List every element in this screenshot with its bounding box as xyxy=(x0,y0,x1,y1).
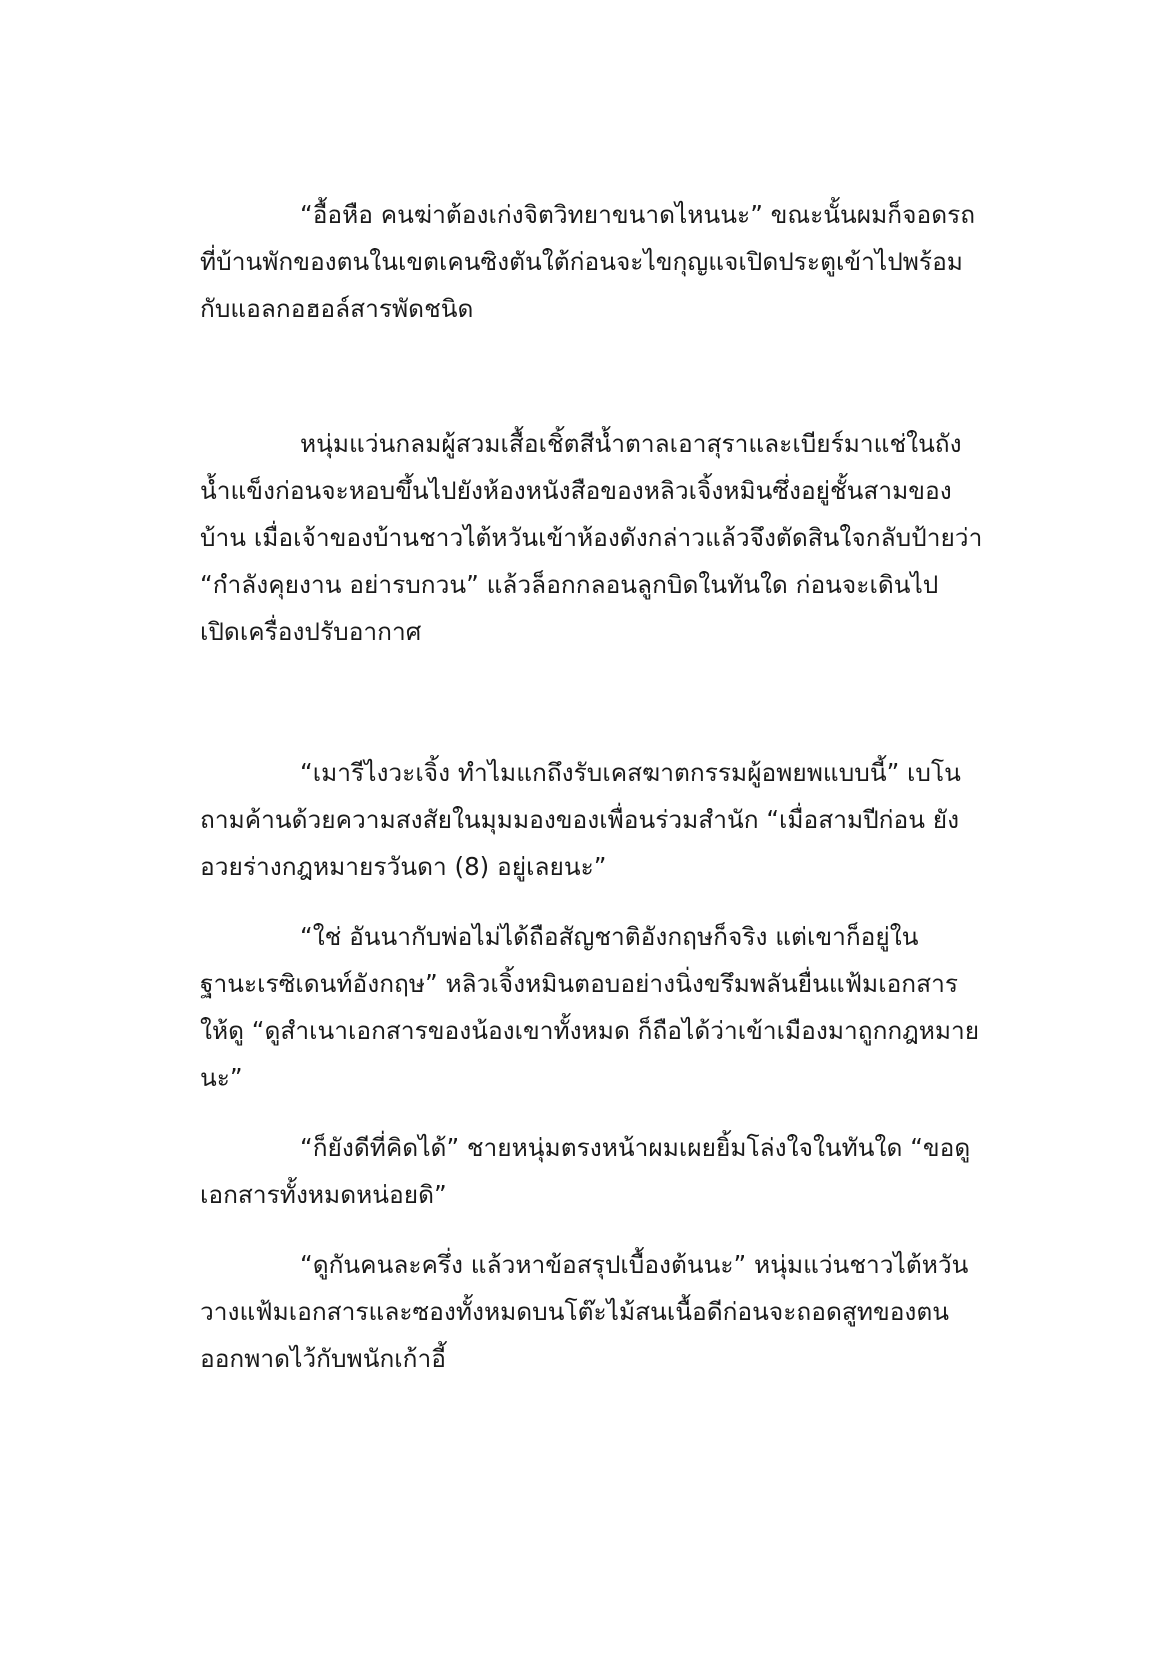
paragraph-5-line-1: “ก็ยังดีที่คิดได้” ชายหนุ่มตรงหน้าผมเผยยิ้มโล่งใจในทันใด “ขอดู xyxy=(300,1133,971,1162)
paragraph-2-line-5: เปิดเครื่องปรับอากาศ xyxy=(200,617,422,646)
paragraph-2-line-2: น้ำแข็งก่อนจะหอบขึ้นไปยังห้องหนังสือของหลิวเจิ้งหมินซึ่งอยู่ชั้นสามของ xyxy=(200,476,952,505)
paragraph-4-line-4: นะ” xyxy=(200,1063,243,1092)
paragraph-2-line-1: หนุ่มแว่นกลมผู้สวมเสื้อเชิ้ตสีน้ำตาลเอาสุราและเบียร์มาแช่ในถัง xyxy=(300,429,962,458)
paragraph-4-line-3: ให้ดู “ดูสำเนาเอกสารของน้องเขาทั้งหมด ก็ถือได้ว่าเข้าเมืองมาถูกกฎหมาย xyxy=(200,1016,980,1045)
paragraph-4-line-1: “ใช่ อันนากับพ่อไม่ได้ถือสัญชาติอังกฤษก็จริง แต่เขาก็อยู่ใน xyxy=(300,922,919,951)
paragraph-4-line-2: ฐานะเรซิเดนท์อังกฤษ” หลิวเจิ้งหมินตอบอย่างนิ่งขรึมพลันยื่นแฟ้มเอกสาร xyxy=(200,969,958,998)
paragraph-3-line-1: “เมารีไงวะเจิ้ง ทำไมแกถึงรับเคสฆาตกรรมผู้อพยพแบบนี้” เบโน xyxy=(300,758,961,787)
paragraph-1-line-3: กับแอลกอฮอล์สารพัดชนิด xyxy=(200,294,474,323)
paragraph-1-line-1: “อื้อหือ คนฆ่าต้องเก่งจิตวิทยาขนาดไหนนะ” ขณะนั้นผมก็จอดรถ xyxy=(300,200,976,229)
paragraph-5-line-2: เอกสารทั้งหมดหน่อยดิ” xyxy=(200,1180,447,1209)
paragraph-6-line-1: “ดูกันคนละครึ่ง แล้วหาข้อสรุปเบื้องต้นนะ” หนุ่มแว่นชาวไต้หวัน xyxy=(300,1250,969,1279)
paragraph-3-line-2: ถามค้านด้วยความสงสัยในมุมมองของเพื่อนร่วมสำนัก “เมื่อสามปีก่อน ยัง xyxy=(200,805,960,834)
paragraph-3-line-3: อวยร่างกฎหมายรวันดา (8) อยู่เลยนะ” xyxy=(200,852,607,881)
paragraph-6-line-3: ออกพาดไว้กับพนักเก้าอี้ xyxy=(200,1344,446,1373)
paragraph-6-line-2: วางแฟ้มเอกสารและซองทั้งหมดบนโต๊ะไม้สนเนื้อดีก่อนจะถอดสูทของตน xyxy=(200,1297,950,1326)
paragraph-1-line-2: ที่บ้านพักของตนในเขตเคนซิงตันใต้ก่อนจะไขกุญแจเปิดประตูเข้าไปพร้อม xyxy=(200,247,963,276)
paragraph-2-line-3: บ้าน เมื่อเจ้าของบ้านชาวไต้หวันเข้าห้องดังกล่าวแล้วจึงตัดสินใจกลับป้ายว่า xyxy=(200,523,983,552)
paragraph-2-line-4: “กำลังคุยงาน อย่ารบกวน” แล้วล็อกกลอนลูกบิดในทันใด ก่อนจะเดินไป xyxy=(200,570,939,599)
